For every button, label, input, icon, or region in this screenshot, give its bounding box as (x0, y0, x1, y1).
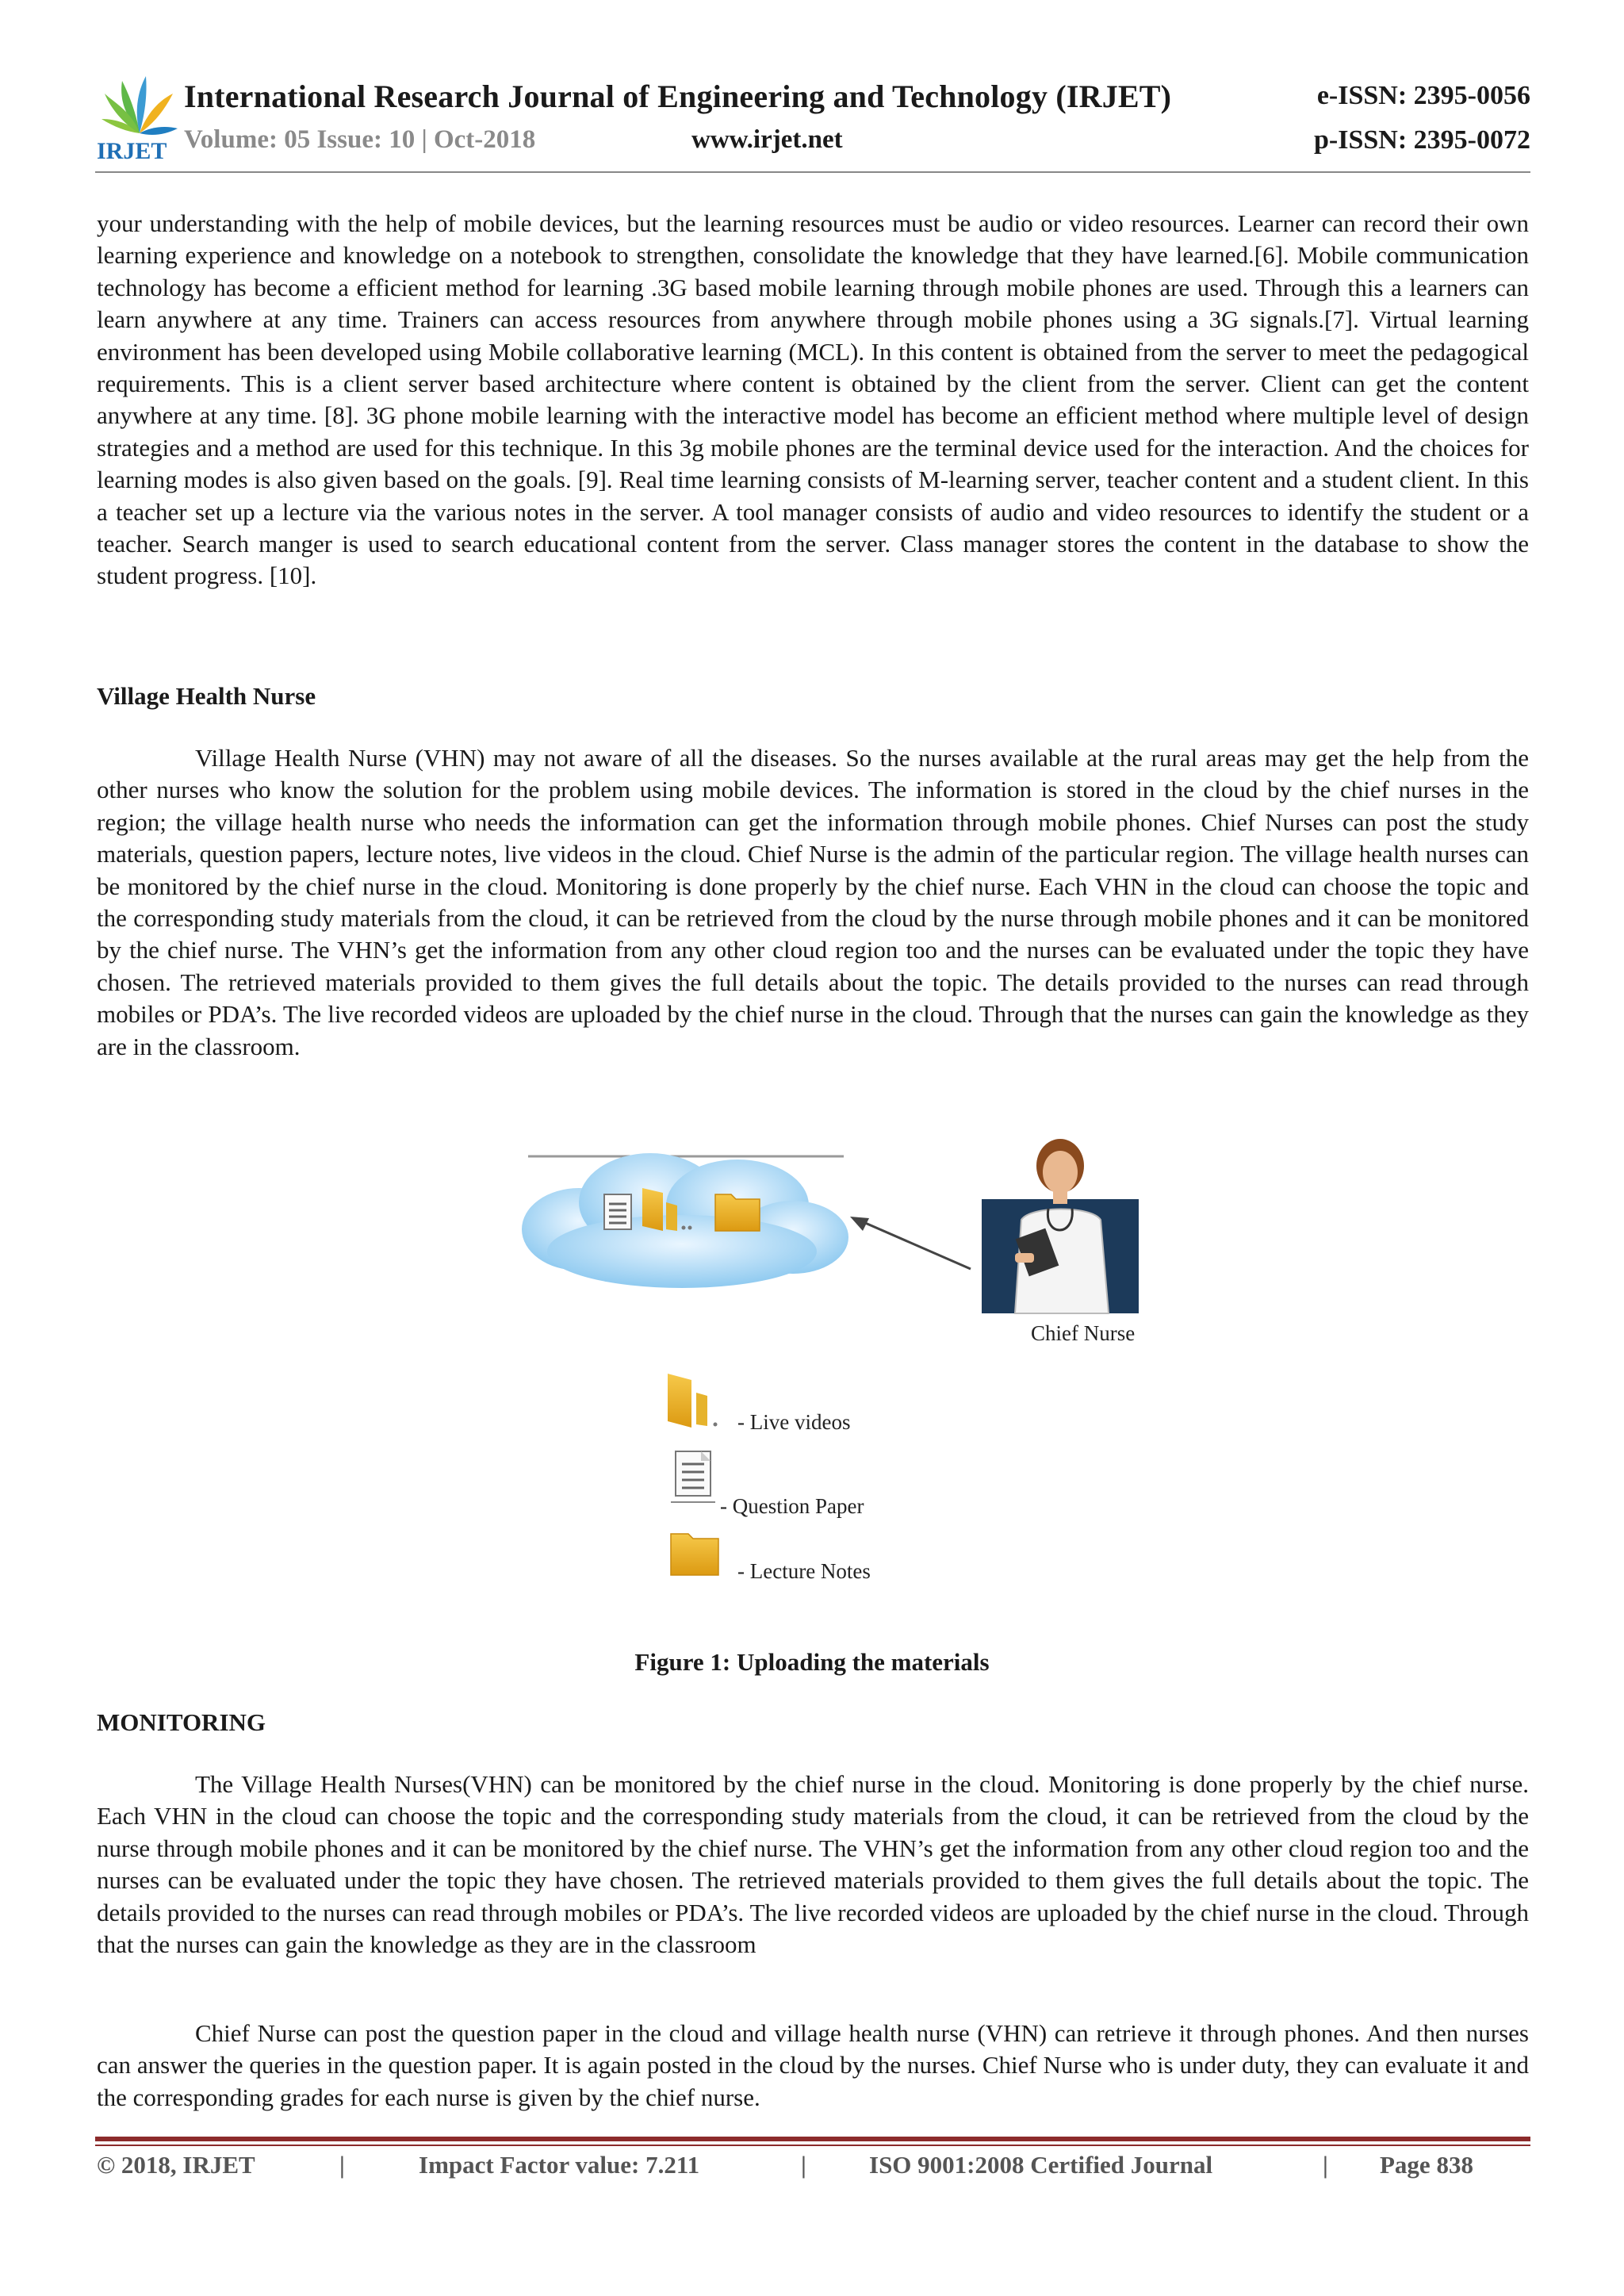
section-heading-village-health-nurse: Village Health Nurse (97, 682, 316, 710)
page-header (95, 70, 1530, 168)
footer-separator: | (339, 2151, 345, 2179)
volume-issue: Volume: 05 Issue: 10 | Oct-2018 (184, 125, 536, 154)
legend-live-videos: - Live videos (737, 1410, 851, 1434)
arrow-icon (850, 1217, 971, 1269)
page-footer (97, 2151, 1529, 2191)
header-divider (95, 171, 1530, 173)
paragraph-question-paper: Chief Nurse can post the question paper in the cloud and village health nurse (VHN) can retrieve it through phones. And then nurses can answer the queries in the question paper. It is again posted in the cloud by the nurses. Chief Nurse who is under duty, they can evaluate it and the corresponding grades for each nurse is given by the chief nurse. (97, 2019, 1529, 2111)
legend-question-paper: - Question Paper (720, 1494, 864, 1518)
document-icon (604, 1194, 631, 1229)
chief-nurse-icon (982, 1139, 1139, 1313)
footer-iso: ISO 9001:2008 Certified Journal (869, 2151, 1213, 2179)
cloud-icon (522, 1153, 848, 1288)
journal-title: International Research Journal of Engineering and Technology (IRJET) (184, 79, 1172, 114)
paragraph-mobile-learning: your understanding with the help of mobile devices, but the learning resources must be audio or video resources. Learner can record their own learning experience and knowledge on a notebook to strengthen, consolidate the knowledge that they have learned.[6]. Mobile communication technology has become a efficient method for learning .3G based mobile learning through mobile phones are used. Through this a learners can learn anywhere at any time. Trainers can access resources from anywhere through mobile phones using a 3G signals.[7]. Virtual learning environment has been developed using Mobile collaborative learning (MCL). In this content is obtained from the server to meet the pedagogical requirements. This is a client server based architecture where content is obtained by the client from the server. Client can get the content anywhere at any time. [8]. 3G phone mobile learning with the interactive model has become an efficient method where multiple level of design strategies and a method are used for this technique. In this 3g mobile phones are the terminal device used for the interaction. And the choices for learning modes is also given based on the goals. [9]. Real time learning consists of M-learning server, teacher content and a student client. In this a teacher set up a lecture via the various notes in the server. A tool manager consists of audio and video resources to identify the student or a teacher. Search manger is used to search educational content from the server. Class manager stores the content in the database to show the student progress. [10]. (97, 209, 1529, 590)
logo-text: IRJET (97, 138, 167, 163)
section-heading-monitoring: MONITORING (97, 1708, 266, 1736)
footer-page-number: Page 838 (1380, 2151, 1473, 2179)
paragraph-monitoring: The Village Health Nurses(VHN) can be monitored by the chief nurse in the cloud. Monitoring is done properly by the chief nurse. Each VHN in the cloud can choose the topic and the corresponding study materials from the cloud, it can be retrieved from the cloud by the nurse through mobile phones and it can be monitored by the chief nurse. The VHN’s get the information from any other cloud region too and the nurses can be evaluated under the topic they have chosen. The retrieved materials provided to them gives the full details about the topic. The details provided to the nurses can read through mobiles or PDA’s. The live recorded videos are uploaded by the chief nurse in the cloud. Through that the nurses can gain the knowledge as they are in the classroom (97, 1770, 1529, 1959)
footer-impact-factor: Impact Factor value: 7.211 (419, 2151, 700, 2179)
footer-divider-thick (95, 2137, 1530, 2141)
e-issn: e-ISSN: 2395-0056 (1316, 81, 1530, 110)
folder-icon (715, 1194, 760, 1231)
figure-uploading-materials (508, 1126, 1174, 1602)
figure-diagram (508, 1126, 1174, 1602)
figure-caption: Figure 1: Uploading the materials (634, 1648, 990, 1676)
p-issn: p-ISSN: 2395-0072 (1314, 125, 1530, 155)
irjet-logo (95, 70, 184, 163)
footer-separator: | (801, 2151, 806, 2179)
legend-folder-icon (671, 1534, 718, 1575)
legend-lecture-notes: - Lecture Notes (737, 1559, 871, 1583)
legend-video-folder-icon (668, 1374, 718, 1428)
chief-nurse-label: Chief Nurse (1031, 1321, 1136, 1345)
legend-document-icon (671, 1451, 715, 1502)
website-link[interactable]: www.irjet.net (691, 125, 843, 154)
footer-divider-thin (95, 2145, 1530, 2146)
paragraph-village-health-nurse: Village Health Nurse (VHN) may not aware of all the diseases. So the nurses available at the rural areas may get the help from the other nurses who know the solution for the problem using mobile devices. The information is stored in the cloud by the chief nurses in the region; the village health nurse who needs the information can get the information through mobile phones. Chief Nurses can post the study materials, question papers, lecture notes, live videos in the cloud. Chief Nurse is the admin of the particular region. The village health nurses can be monitored by the chief nurse in the cloud. Monitoring is done properly by the chief nurse. Each VHN in the cloud can choose the topic and the corresponding study materials from the cloud, it can be retrieved from the cloud by the nurse through mobile phones and it can be monitored by the chief nurse. The VHN’s get the information from any other cloud region too and the nurses can be evaluated under the topic they have chosen. The retrieved materials provided to them gives the full details about the topic. The details provided to the nurses can read through mobiles or PDA’s. The live recorded videos are uploaded by the chief nurse in the cloud. Through that the nurses can gain the knowledge as they are in the classroom. (97, 744, 1529, 1060)
footer-separator: | (1323, 2151, 1328, 2179)
footer-copyright: © 2018, IRJET (97, 2151, 255, 2179)
